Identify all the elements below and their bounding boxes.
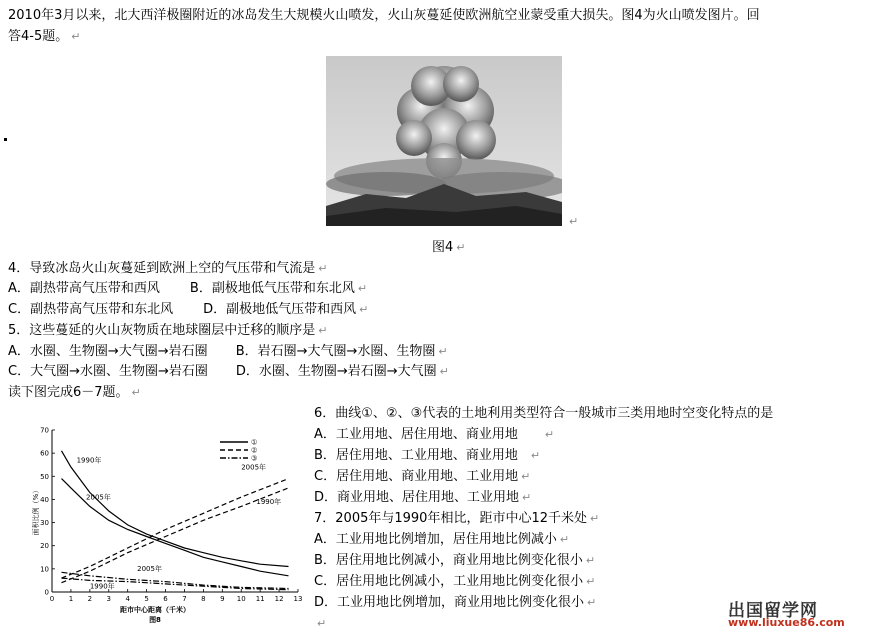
stray-dot <box>4 138 7 141</box>
curve-annotation: 1990年 <box>76 456 102 465</box>
q4-stem: 4．导致冰岛火山灰蔓延到欧洲上空的气压带和气流是 ↵ <box>8 261 328 276</box>
y-tick-label: 50 <box>40 472 49 481</box>
curve-annotation: 2005年 <box>137 565 162 574</box>
series-line <box>62 488 289 583</box>
curve-annotation: 1990年 <box>256 498 282 507</box>
y-tick-label: 70 <box>40 426 49 435</box>
x-tick-label: 9 <box>220 595 225 603</box>
q7-option-b: B．居住用地比例减小，商业用地比例变化很小 ↵ <box>314 553 596 568</box>
x-tick-label: 7 <box>182 595 187 603</box>
q7-stem: 7．2005年与1990年相比，距市中心12千米处 ↵ <box>314 511 600 526</box>
q5-options-cd: C．大气圈→水圈、生物圈→岩石圈 D．水圈、生物圈→岩石圈→大气圈 ↵ <box>8 364 449 379</box>
y-tick-label: 0 <box>44 588 49 597</box>
q7-option-c: C．居住用地比例减小，工业用地比例变化很小 ↵ <box>314 574 596 589</box>
figure8-chart <box>30 420 310 625</box>
watermark-url: www.liuxue86.com <box>728 616 845 629</box>
y-tick-label: 30 <box>40 519 49 528</box>
q4-options-cd: C．副热带高气压带和东北风 D．副极地低气压带和西风 ↵ <box>8 302 369 317</box>
q6-stem: 6．曲线①、②、③代表的土地利用类型符合一般城市三类用地时空变化特点的是 <box>314 406 774 421</box>
q6-option-a: A．工业用地、居住用地、商业用地 ↵ <box>314 427 555 442</box>
q4-options-ab: A．副热带高气压带和西风 B．副极地低气压带和东北风 ↵ <box>8 281 368 296</box>
x-tick-label: 0 <box>49 595 55 603</box>
x-tick-label: 11 <box>255 595 265 603</box>
legend-label: ① <box>251 438 258 447</box>
volcano-photo-svg <box>326 56 562 226</box>
q5-options-ab: A．水圈、生物圈→大气圈→岩石圈 B．岩石圈→大气圈→水圈、生物圈 ↵ <box>8 344 448 359</box>
figure4-caption: 图4 ↵ <box>432 240 466 255</box>
legend-label: ② <box>251 446 258 455</box>
q7-option-d: D．工业用地比例增加，商业用地比例变化很小 ↵ <box>314 595 597 610</box>
q5-stem: 5．这些蔓延的火山灰物质在地球圈层中迁移的顺序是 ↵ <box>8 323 328 338</box>
x-tick-label: 13 <box>293 595 303 603</box>
curve-annotation: 1990年 <box>89 582 115 591</box>
y-tick-label: 10 <box>40 565 49 574</box>
intro-line-2: 答4-5题。 ↵ <box>8 29 81 44</box>
curve-annotation: 2005年 <box>86 493 111 502</box>
legend-label: ③ <box>251 454 258 463</box>
y-axis-label: 面积比例（%） <box>32 486 40 536</box>
q6-option-b: B．居住用地、工业用地、商业用地 ↵ <box>314 448 541 463</box>
site-watermark[interactable] <box>728 596 878 630</box>
x-tick-label: 5 <box>144 595 149 603</box>
x-tick-label: 6 <box>163 595 168 603</box>
figure8-svg <box>30 420 310 625</box>
q6-option-d: D．商业用地、居住用地、工业用地 ↵ <box>314 490 532 505</box>
x-tick-label: 1 <box>68 595 74 603</box>
volcano-eruption-photo <box>326 56 562 226</box>
x-tick-label: 3 <box>106 595 112 603</box>
chart-title: 图8 <box>149 616 161 624</box>
x-tick-label: 4 <box>125 595 130 603</box>
x-tick-label: 8 <box>201 595 206 603</box>
x-tick-label: 2 <box>87 595 93 603</box>
y-tick-label: 20 <box>40 542 49 551</box>
x-tick-label: 12 <box>274 595 284 603</box>
y-tick-label: 40 <box>40 495 49 504</box>
photo-paragraph-mark: ↵ <box>569 215 579 228</box>
x-tick-label: 10 <box>236 595 246 603</box>
intro-line-1: 2010年3月以来，北大西洋极圈附近的冰岛发生大规模火山喷发，火山灰蔓延使欧洲航空业蒙受重大损失。图4为火山喷发图片。回 <box>8 8 760 23</box>
watermark-title: 出国留学网 <box>728 601 818 621</box>
y-tick-label: 60 <box>40 449 49 458</box>
q7-option-a: A．工业用地比例增加，居住用地比例减小 ↵ <box>314 532 570 547</box>
q6-option-c: C．居住用地、商业用地、工业用地 ↵ <box>314 469 531 484</box>
x-axis-label: 距市中心距离（千米） <box>120 606 190 614</box>
read-prompt: 读下图完成6－7题。 ↵ <box>8 385 141 400</box>
trailing-paragraph-mark: ↵ <box>317 617 327 630</box>
curve-annotation: 2005年 <box>241 463 267 472</box>
